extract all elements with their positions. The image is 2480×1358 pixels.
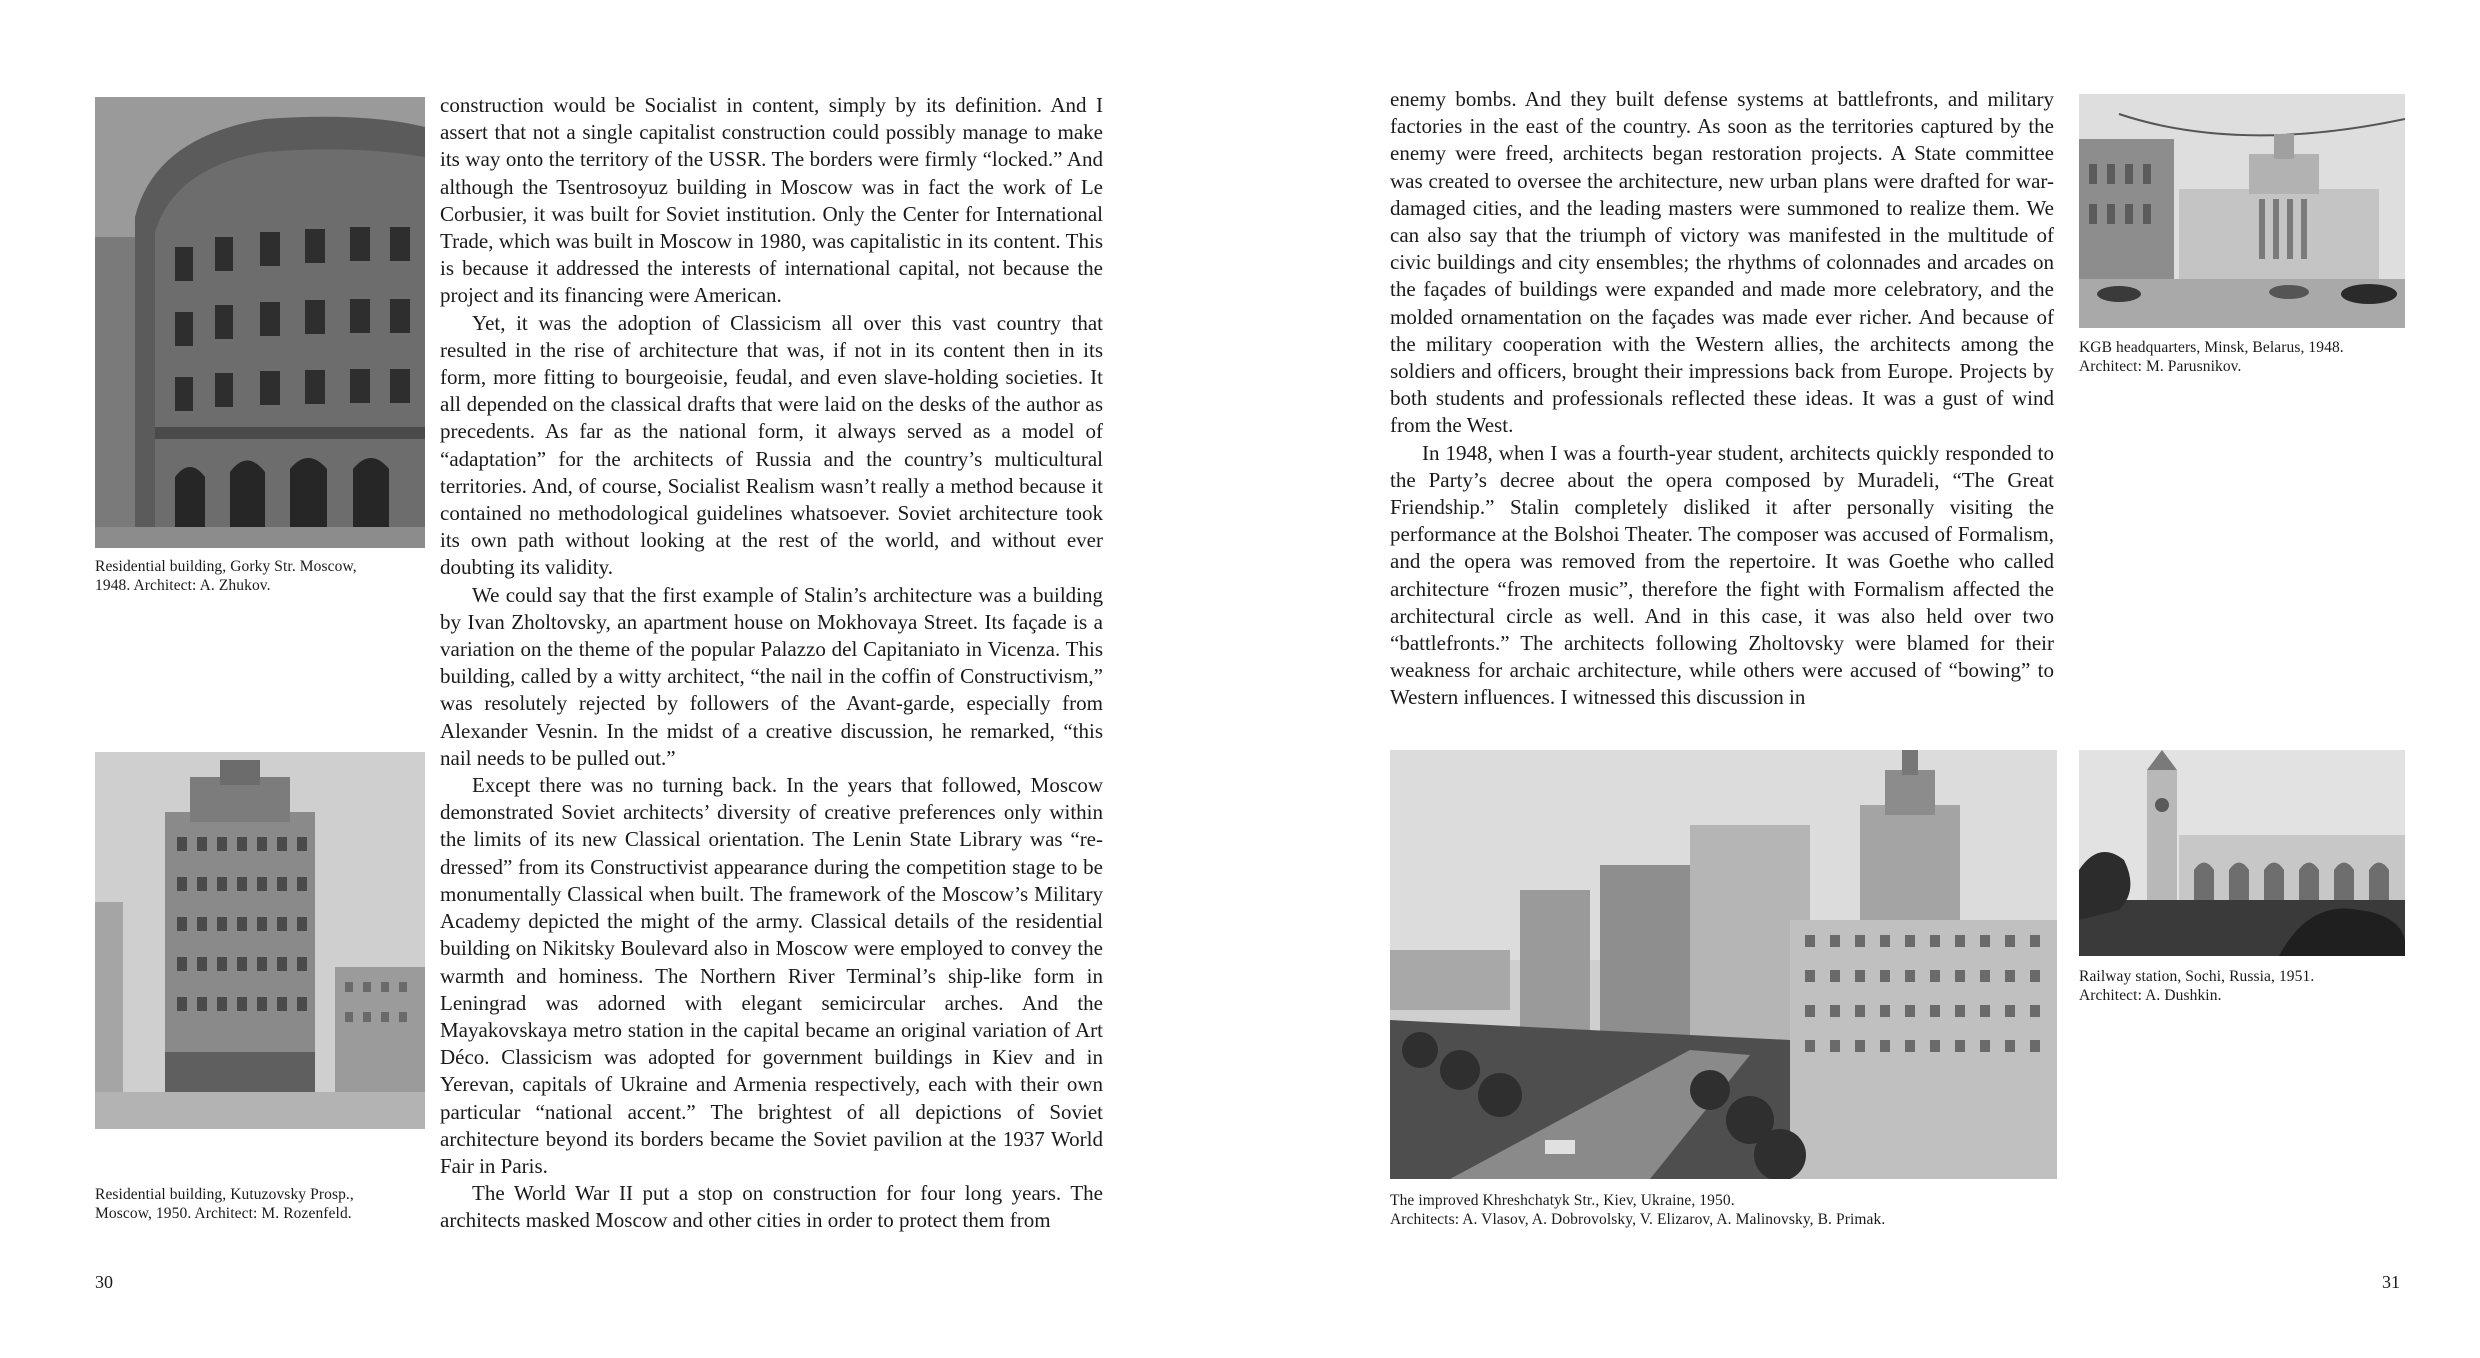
photo-gorky-street-building [95,97,425,548]
photo-khreshchatyk-street [1390,750,2057,1179]
caption-kgb-headquarters: KGB headquarters, Minsk, Belarus, 1948. Architect: M. Parusnikov. [2079,339,2344,375]
paragraph: enemy bombs. And they built defense systems at battlefronts, and military factories in the east of the country. As soon as the territories captured by the enemy were freed, architects began restoration projects. A State committee was created to oversee the architecture, new urban plans were drafted for war-damaged cities, and the leading masters were summoned to realize them. We can also say that the triumph of victory was manifested in the multitude of civic buildings and city ensembles; the rhythms of colonnades and arcades on the façades of buildings were expanded and made more celebratory, and the molded ornamentation on the façades was made ever richer. And because of the military cooperation with the Western allies, the architects among the soldiers and officers, brought their impressions back from Europe. Projects by both students and professionals reflected these ideas. It was a gust of wind from the West. [1390,87,2054,438]
page-number-left: 30 [95,1272,113,1292]
photo-kgb-headquarters [2079,94,2405,328]
right-text-column [1390,86,2054,712]
paragraph: Yet, it was the adoption of Classicism all over this vast country that resulted in the rise of architecture that was, if not in its content then in its form, more fitting to bourgeoisie, feudal, and even slave-holding societies. It all depended on the classical drafts that were laid on the desks of the author as precedents. As far as the national form, it always served as a model of “adaptation” for the architects of Russia and the country’s multicultural territories. And, of course, Socialist Realism wasn’t really a method because it contained no methodological guidelines whatsoever. Soviet architecture took its own path without looking at the rest of the world, and without ever doubting its validity. [440,310,1103,580]
caption-gorky-street: Residential building, Gorky Str. Moscow, 1948. Architect: A. Zhukov. [95,558,357,594]
left-text-column [440,92,1103,1235]
page-number-right: 31 [2382,1272,2400,1292]
caption-sochi-railway: Railway station, Sochi, Russia, 1951. Architect: A. Dushkin. [2079,968,2315,1004]
photo-sochi-railway-station [2079,750,2405,956]
paragraph: construction would be Socialist in content, simply by its definition. And I assert that not a single capitalist construction could possibly manage to make its way onto the territory of the USSR. The borders were firmly “locked.” And although the Tsentrosoyuz building in Moscow was in fact the work of Le Corbusier, it was built for Soviet institution. Only the Center for International Trade, which was built in Moscow in 1980, was capitalistic in its content. This is because it addressed the interests of international capital, not because the project and its financing were American. [440,93,1103,308]
photo-kutuzovsky-building [95,752,425,1129]
caption-khreshchatyk: The improved Khreshchatyk Str., Kiev, Ukraine, 1950. Architects: A. Vlasov, A. Dobrovolsky, V. Elizarov, A. Malinovsky, B. Primak. [1390,1192,1886,1228]
caption-kutuzovsky: Residential building, Kutuzovsky Prosp., Moscow, 1950. Architect: M. Rozenfeld. [95,1186,354,1222]
paragraph: Except there was no turning back. In the years that followed, Moscow demonstrated Soviet architects’ diversity of creative preferences only within the limits of its new Classical orientation. The Lenin State Library was “re-dressed” from its Constructivist appearance during the competition stage to be monumentally Classical when built. The framework of the Moscow’s Military Academy depicted the might of the army. Classical details of the residential building on Nikitsky Boulevard also in Moscow were employed to convey the warmth and hominess. The Northern River Terminal’s ship-like form in Leningrad was adorned with elegant semicircular arches. And the Mayakovskaya metro station in the capital became an original variation of Art Déco. Classicism was adopted for government buildings in Kiev and in Yerevan, capitals of Ukraine and Armenia respectively, each with their own particular “national accent.” The brightest of all depictions of Soviet architecture beyond its borders became the Soviet pavilion at the 1937 World Fair in Paris. [440,773,1103,1178]
paragraph: The World War II put a stop on construction for four long years. The architects masked Moscow and other cities in order to protect them from [440,1181,1103,1233]
paragraph: In 1948, when I was a fourth-year student, architects quickly responded to the Party’s decree about the opera composed by Muradeli, “The Great Friendship.” Stalin completely disliked it after personally visiting the performance at the Bolshoi Theater. The composer was accused of Formalism, and the opera was removed from the repertoire. It was Goethe who called architecture “frozen music”, therefore the fight with Formalism affected the architectural circle as well. And in this case, it was also held over two “battlefronts.” The architects following Zholtovsky were blamed for their weakness for archaic architecture, while others were accused of “bowing” to Western influences. I witnessed this discussion in [1390,440,2054,710]
paragraph: We could say that the first example of Stalin’s architecture was a building by Ivan Zholtovsky, an apartment house on Mokhovaya Street. Its façade is a variation on the theme of the popular Palazzo del Capitaniato in Vicenza. This building, called by a witty architect, “the nail in the coffin of Constructivism,” was resolutely rejected by followers of the Avant-garde, especially from Alexander Vesnin. In the midst of a creative discussion, he remarked, “this nail needs to be pulled out.” [440,582,1103,770]
